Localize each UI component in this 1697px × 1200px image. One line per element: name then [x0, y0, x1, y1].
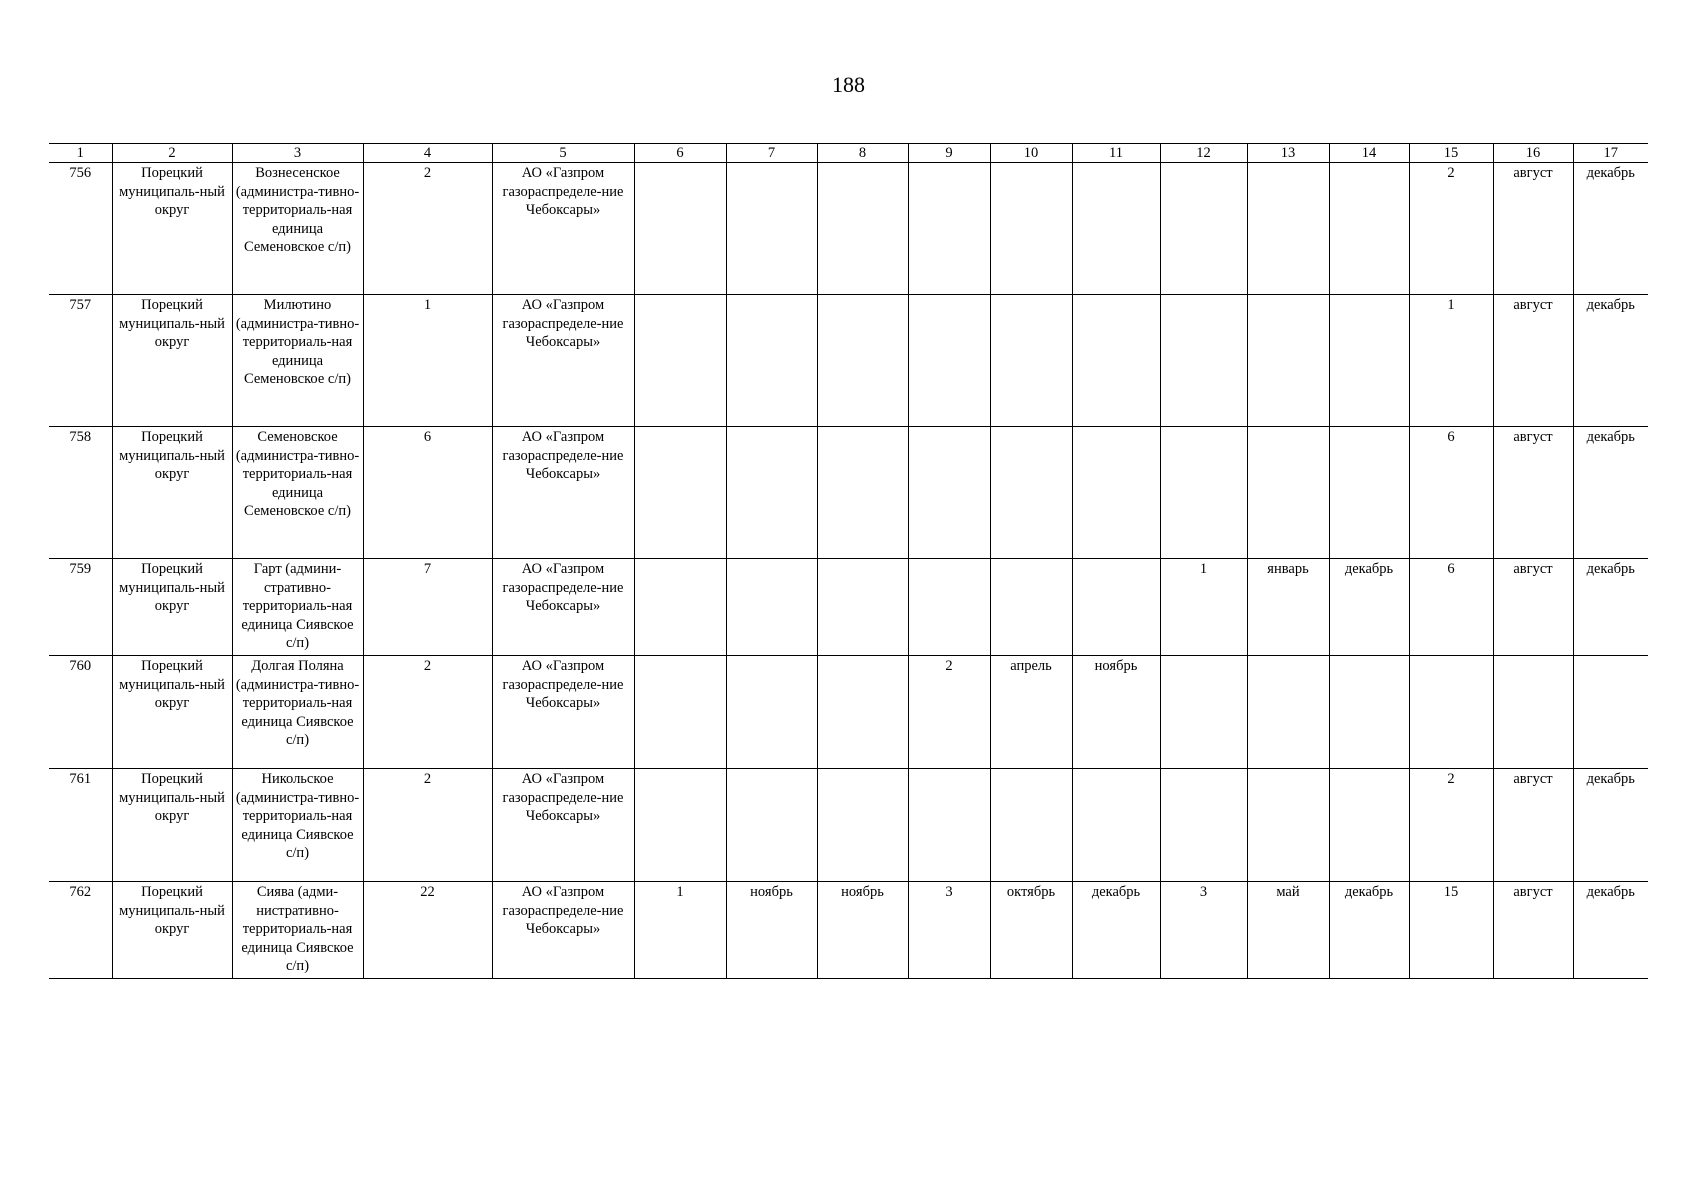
table-cell	[990, 295, 1072, 427]
table-cell: Порецкий муниципаль-ный округ	[112, 559, 232, 656]
table-cell: АО «Газпром газораспределе-ние Чебоксары»	[492, 427, 634, 559]
column-header: 9	[908, 144, 990, 163]
table-cell	[990, 163, 1072, 295]
table-cell: АО «Газпром газораспределе-ние Чебоксары»	[492, 768, 634, 881]
table-cell: май	[1247, 881, 1329, 978]
table-cell	[1329, 163, 1409, 295]
table-cell	[726, 163, 817, 295]
table-cell	[1247, 427, 1329, 559]
table-cell	[634, 427, 726, 559]
table-cell: декабрь	[1072, 881, 1160, 978]
table-cell: Долгая Поляна (администра-тивно-территориаль-ная единица Сиявское с/п)	[232, 655, 363, 768]
table-cell	[990, 768, 1072, 881]
table-cell	[1160, 295, 1247, 427]
table-cell	[817, 655, 908, 768]
table-cell	[1160, 655, 1247, 768]
column-header: 6	[634, 144, 726, 163]
table-cell: Милютино (администра-тивно-территориаль-ная единица Семеновское с/п)	[232, 295, 363, 427]
table-cell	[1247, 768, 1329, 881]
table-cell: 2	[1409, 163, 1493, 295]
table-cell	[1329, 427, 1409, 559]
table-cell: АО «Газпром газораспределе-ние Чебоксары»	[492, 559, 634, 656]
table-cell: 6	[1409, 559, 1493, 656]
table-cell: 1	[1409, 295, 1493, 427]
table-cell: август	[1493, 295, 1573, 427]
table-cell: декабрь	[1573, 881, 1648, 978]
table-cell	[908, 295, 990, 427]
table-cell: Гарт (админи-стративно-территориаль-ная единица Сиявское с/п)	[232, 559, 363, 656]
table-cell	[817, 295, 908, 427]
column-header: 16	[1493, 144, 1573, 163]
table-cell	[726, 559, 817, 656]
table-cell: ноябрь	[817, 881, 908, 978]
table-cell: Порецкий муниципаль-ный округ	[112, 163, 232, 295]
table-cell: август	[1493, 559, 1573, 656]
column-number-header-row	[49, 144, 1648, 163]
table-cell: 2	[363, 163, 492, 295]
column-header: 2	[112, 144, 232, 163]
table-cell: август	[1493, 163, 1573, 295]
table-cell	[1493, 655, 1573, 768]
column-header: 13	[1247, 144, 1329, 163]
table-cell: 762	[49, 881, 112, 978]
table-cell: декабрь	[1329, 881, 1409, 978]
column-header: 10	[990, 144, 1072, 163]
table-cell: декабрь	[1573, 427, 1648, 559]
table-row	[49, 163, 1648, 295]
table-cell: ноябрь	[726, 881, 817, 978]
table-cell: 2	[1409, 768, 1493, 881]
table-cell	[1247, 655, 1329, 768]
column-header: 15	[1409, 144, 1493, 163]
table-cell	[1247, 163, 1329, 295]
table-cell: декабрь	[1573, 768, 1648, 881]
table-cell: Порецкий муниципаль-ный округ	[112, 427, 232, 559]
column-header: 14	[1329, 144, 1409, 163]
table-cell	[908, 559, 990, 656]
table-cell	[1329, 295, 1409, 427]
table-row	[49, 768, 1648, 881]
table-cell: АО «Газпром газораспределе-ние Чебоксары»	[492, 163, 634, 295]
table-cell: 2	[363, 655, 492, 768]
table-cell: Семеновское (администра-тивно-территориаль-ная единица Семеновское с/п)	[232, 427, 363, 559]
table-cell	[817, 768, 908, 881]
column-header: 17	[1573, 144, 1648, 163]
table-cell: декабрь	[1329, 559, 1409, 656]
table-cell	[634, 768, 726, 881]
table-row	[49, 655, 1648, 768]
table-cell	[634, 163, 726, 295]
table-cell: ноябрь	[1072, 655, 1160, 768]
table-cell	[1072, 427, 1160, 559]
table-cell	[817, 559, 908, 656]
table-cell: 2	[363, 768, 492, 881]
table-cell: 759	[49, 559, 112, 656]
table-cell	[726, 768, 817, 881]
column-header: 11	[1072, 144, 1160, 163]
table-cell: декабрь	[1573, 559, 1648, 656]
table-cell: 1	[363, 295, 492, 427]
table-cell: АО «Газпром газораспределе-ние Чебоксары»	[492, 655, 634, 768]
table-cell: декабрь	[1573, 295, 1648, 427]
table-cell: август	[1493, 881, 1573, 978]
table-cell: Сиява (адми-нистративно-территориаль-ная единица Сиявское с/п)	[232, 881, 363, 978]
table-cell	[817, 163, 908, 295]
page-number: 188	[832, 72, 865, 97]
table-cell: октябрь	[990, 881, 1072, 978]
table-cell: январь	[1247, 559, 1329, 656]
table-cell: 15	[1409, 881, 1493, 978]
table-cell: Никольское (администра-тивно-территориаль-ная единица Сиявское с/п)	[232, 768, 363, 881]
table-cell: Порецкий муниципаль-ный округ	[112, 768, 232, 881]
table-cell: 7	[363, 559, 492, 656]
table-row	[49, 427, 1648, 559]
schedule-table	[49, 143, 1648, 979]
table-cell	[1072, 768, 1160, 881]
table-cell: август	[1493, 427, 1573, 559]
table-cell: апрель	[990, 655, 1072, 768]
table-cell	[726, 427, 817, 559]
table-cell: 6	[363, 427, 492, 559]
table-cell	[1072, 559, 1160, 656]
table-row	[49, 881, 1648, 978]
column-header: 5	[492, 144, 634, 163]
table-cell: 756	[49, 163, 112, 295]
table-cell	[817, 427, 908, 559]
table-cell	[1072, 295, 1160, 427]
table-cell	[1573, 655, 1648, 768]
table-cell	[1160, 163, 1247, 295]
column-header: 7	[726, 144, 817, 163]
table-cell: Порецкий муниципаль-ный округ	[112, 295, 232, 427]
table-cell: 761	[49, 768, 112, 881]
table-cell	[726, 295, 817, 427]
column-header: 3	[232, 144, 363, 163]
table-cell: 22	[363, 881, 492, 978]
table-cell	[634, 559, 726, 656]
table-cell: 3	[1160, 881, 1247, 978]
table-cell	[908, 427, 990, 559]
table-row	[49, 559, 1648, 656]
table-cell	[990, 559, 1072, 656]
table-cell	[1072, 163, 1160, 295]
table-cell	[908, 163, 990, 295]
table-cell: АО «Газпром газораспределе-ние Чебоксары»	[492, 295, 634, 427]
table-cell	[1247, 295, 1329, 427]
table-cell: 1	[634, 881, 726, 978]
table-cell	[1160, 427, 1247, 559]
table-cell: август	[1493, 768, 1573, 881]
table-cell: 2	[908, 655, 990, 768]
table-cell: декабрь	[1573, 163, 1648, 295]
table-cell: Вознесенское (администра-тивно-территориаль-ная единица Семеновское с/п)	[232, 163, 363, 295]
table-cell: 3	[908, 881, 990, 978]
table-cell	[908, 768, 990, 881]
table-cell	[726, 655, 817, 768]
table-cell: АО «Газпром газораспределе-ние Чебоксары»	[492, 881, 634, 978]
column-header: 4	[363, 144, 492, 163]
table-cell	[990, 427, 1072, 559]
table-cell	[1329, 768, 1409, 881]
table-row	[49, 295, 1648, 427]
column-header: 8	[817, 144, 908, 163]
table-cell: 758	[49, 427, 112, 559]
table-cell: Порецкий муниципаль-ный округ	[112, 881, 232, 978]
table-cell: 6	[1409, 427, 1493, 559]
column-header: 1	[49, 144, 112, 163]
table-cell: Порецкий муниципаль-ный округ	[112, 655, 232, 768]
table-cell	[1160, 768, 1247, 881]
table-cell	[1329, 655, 1409, 768]
table-cell: 760	[49, 655, 112, 768]
column-header: 12	[1160, 144, 1247, 163]
table-cell: 1	[1160, 559, 1247, 656]
table-cell	[634, 295, 726, 427]
table-cell	[634, 655, 726, 768]
table-cell: 757	[49, 295, 112, 427]
table-cell	[1409, 655, 1493, 768]
